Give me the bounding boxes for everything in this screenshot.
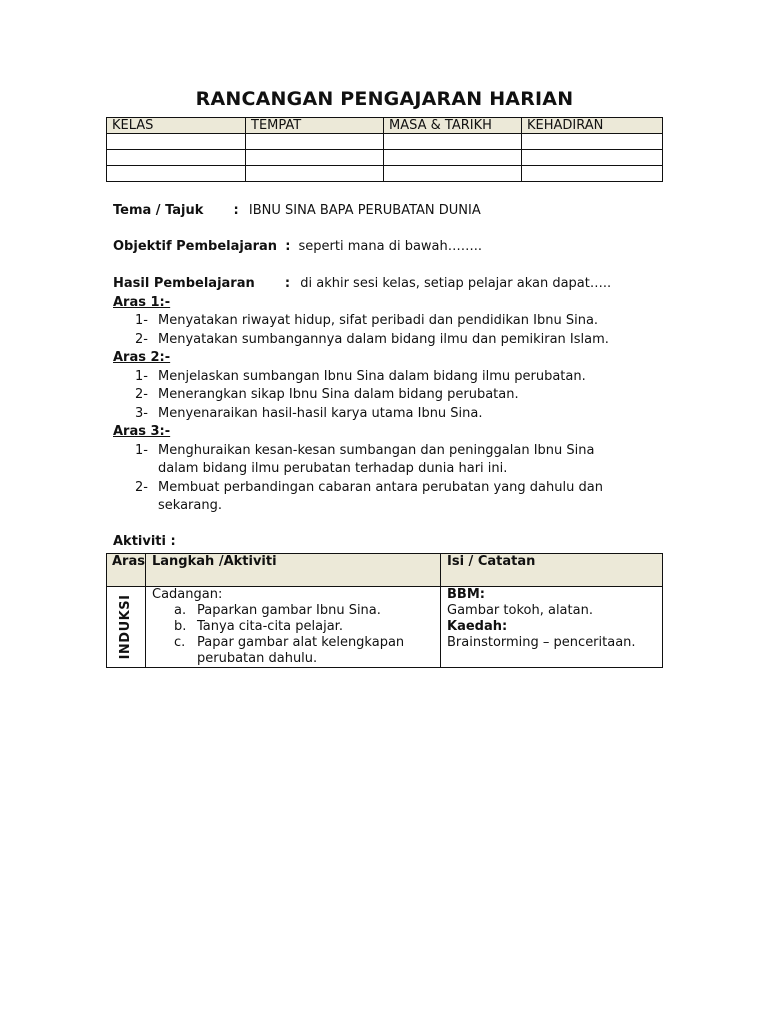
list-item — [113, 312, 673, 331]
aras-3-list — [113, 442, 628, 516]
list-text: Menerangkan sikap Ibnu Sina dalam bidang perubatan. — [158, 387, 519, 402]
list-number: 2- — [135, 331, 148, 347]
list-item — [152, 619, 434, 635]
activity-table — [106, 553, 663, 668]
bbm-label: BBM: — [447, 587, 485, 602]
aras-3-heading: Aras 3:- — [113, 424, 171, 439]
list-item — [113, 368, 673, 387]
kaedah-label: Kaedah: — [447, 619, 508, 634]
class-info-table — [106, 117, 663, 182]
list-number: 2- — [135, 479, 148, 495]
langkah-cell — [146, 587, 441, 668]
table-header-row — [107, 554, 663, 587]
col-header-kehadiran: KEHADIRAN — [522, 118, 663, 134]
col-header-tempat: TEMPAT — [246, 118, 384, 134]
table-row — [107, 587, 663, 668]
hasil-section — [113, 275, 673, 516]
list-text: Menjelaskan sumbangan Ibnu Sina dalam bidang ilmu perubatan. — [158, 368, 586, 384]
objektif-line — [113, 238, 482, 257]
page-title: RANCANGAN PENGAJARAN HARIAN — [195, 88, 574, 110]
tema-value: IBNU SINA BAPA PERUBATAN DUNIA — [248, 203, 481, 218]
list-letter: c. — [174, 635, 186, 650]
list-item — [152, 603, 434, 619]
list-number: 1- — [135, 442, 148, 458]
aras-1-list — [113, 312, 673, 349]
table-cell[interactable] — [107, 150, 246, 166]
objektif-value: seperti mana di bawah…….. — [298, 239, 483, 254]
list-text: Papar gambar alat kelengkapan perubatan dahulu. — [197, 635, 405, 666]
list-text: Menghuraikan kesan-kesan sumbangan dan peninggalan Ibnu Sina dalam bidang ilmu perubatan terhadap dunia hari ini. — [158, 442, 595, 476]
table-cell[interactable] — [246, 150, 384, 166]
isi-cell — [441, 587, 663, 668]
aras-2-heading: Aras 2:- — [113, 350, 171, 365]
cadangan-label: Cadangan: — [152, 587, 223, 602]
col-header-masa-tarikh: MASA & TARIKH — [384, 118, 522, 134]
objektif-label: Objektif Pembelajaran — [113, 239, 278, 254]
table-cell[interactable] — [246, 134, 384, 150]
aras-cell — [107, 587, 146, 668]
table-cell[interactable] — [246, 166, 384, 182]
list-item — [113, 386, 673, 405]
aras-label-vertical: INDUKSI — [118, 594, 133, 660]
table-cell[interactable] — [384, 134, 522, 150]
objektif-separator: : — [285, 239, 291, 254]
list-item — [113, 479, 628, 516]
col-header-isi: Isi / Catatan — [441, 554, 663, 587]
list-number: 2- — [135, 387, 148, 402]
table-cell[interactable] — [384, 166, 522, 182]
list-number: 1- — [135, 313, 148, 328]
table-cell[interactable] — [107, 134, 246, 150]
list-text: Menyenaraikan hasil-hasil karya utama Ibnu Sina. — [158, 405, 483, 421]
table-row — [107, 166, 663, 182]
table-cell[interactable] — [107, 166, 246, 182]
list-letter: b. — [174, 619, 187, 634]
list-item — [113, 442, 628, 479]
col-header-aras: Aras — [107, 554, 146, 587]
list-text: Membuat perbandingan cabaran antara perubatan yang dahulu dan sekarang. — [158, 479, 603, 513]
hasil-value: di akhir sesi kelas, setiap pelajar akan dapat….. — [300, 276, 612, 291]
hasil-label: Hasil Pembelajaran — [113, 276, 255, 291]
tema-separator: : — [233, 203, 239, 218]
tema-line — [113, 202, 481, 221]
list-number: 3- — [135, 405, 148, 421]
steps-list — [152, 603, 434, 667]
table-row — [107, 134, 663, 150]
table-header-row — [107, 118, 663, 134]
table-cell[interactable] — [384, 150, 522, 166]
list-letter: a. — [174, 603, 187, 618]
list-text: Menyatakan riwayat hidup, sifat peribadi dan pendidikan Ibnu Sina. — [158, 313, 599, 328]
list-text: Paparkan gambar Ibnu Sina. — [197, 603, 381, 618]
col-header-kelas: KELAS — [107, 118, 246, 134]
bbm-value: Gambar tokoh, alatan. — [447, 603, 593, 618]
table-row — [107, 150, 663, 166]
table-cell[interactable] — [522, 134, 663, 150]
aras-1-heading: Aras 1:- — [113, 294, 171, 310]
hasil-separator: : — [284, 276, 291, 291]
hasil-line — [113, 275, 673, 294]
list-text: Tanya cita-cita pelajar. — [197, 619, 343, 634]
aras-2-list — [113, 368, 673, 424]
list-item — [113, 405, 673, 424]
list-item — [152, 635, 434, 667]
table-cell[interactable] — [522, 166, 663, 182]
table-cell[interactable] — [522, 150, 663, 166]
col-header-langkah: Langkah /Aktiviti — [146, 554, 441, 587]
tema-label: Tema / Tajuk — [113, 203, 204, 218]
list-text: Menyatakan sumbangannya dalam bidang ilmu dan pemikiran Islam. — [158, 331, 609, 347]
list-number: 1- — [135, 368, 148, 384]
aktiviti-heading: Aktiviti : — [113, 534, 176, 549]
kaedah-value: Brainstorming – penceritaan. — [447, 635, 636, 650]
list-item — [113, 331, 673, 350]
